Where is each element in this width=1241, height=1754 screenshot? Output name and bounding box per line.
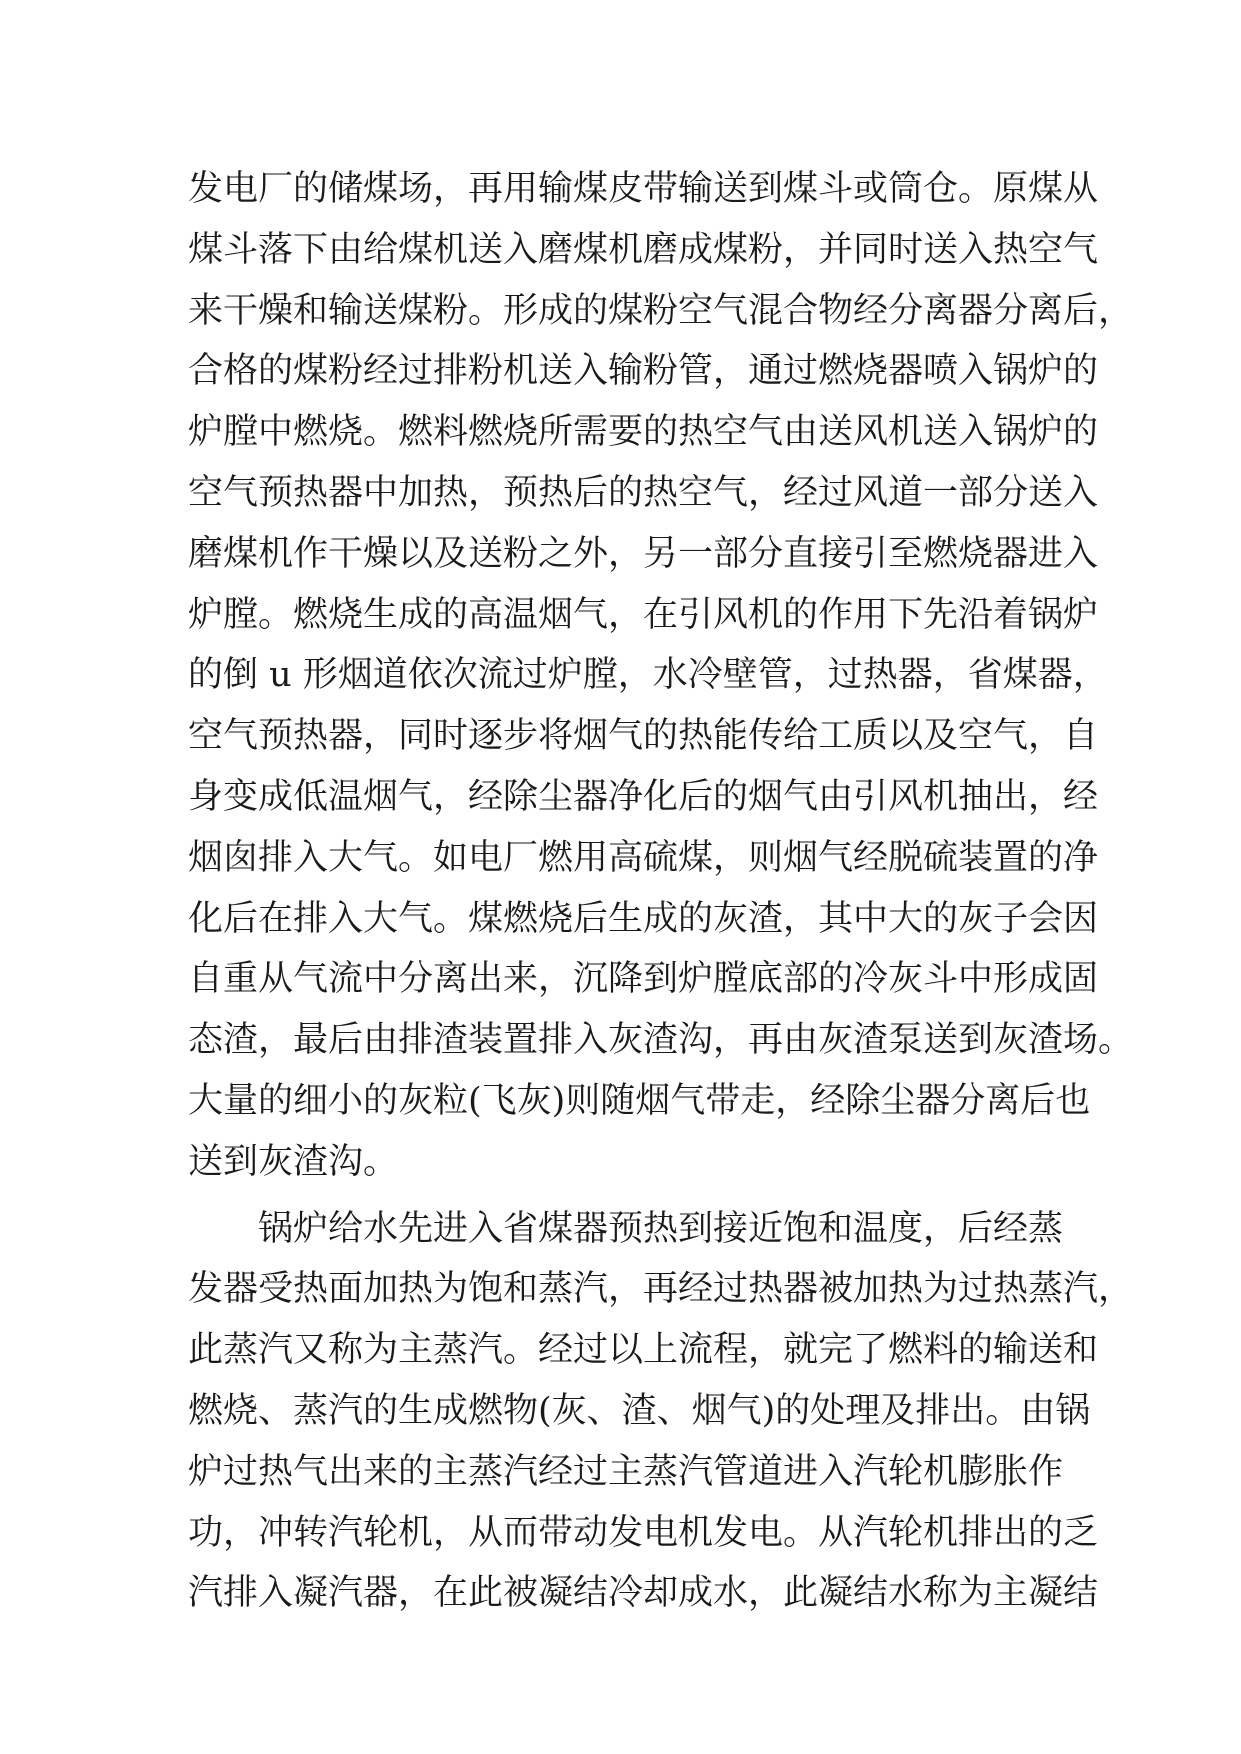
text-line: 烟囱排入大气。如电厂燃用高硫煤，则烟气经脱硫装置的净: [188, 837, 1099, 878]
text-line: 空气预热器中加热，预热后的热空气，经过风道一部分送入: [188, 472, 1099, 513]
text-line: 汽排入凝汽器，在此被凝结冷却成水，此凝结水称为主凝结: [188, 1573, 1099, 1614]
text-line: 锅炉给水先进入省煤器预热到接近饱和温度，后经蒸: [258, 1208, 1064, 1249]
paragraph-2: [188, 1199, 1134, 1625]
text-line: 送到灰渣沟。: [188, 1141, 399, 1182]
text-line: 煤斗落下由给煤机送入磨煤机磨成煤粉，并同时送入热空气: [188, 229, 1099, 270]
text-line: 炉过热气出来的主蒸汽经过主蒸汽管道进入汽轮机膨胀作: [188, 1451, 1064, 1492]
text-line: 发器受热面加热为饱和蒸汽，再经过热器被加热为过热蒸汽，: [188, 1269, 1134, 1310]
text-line: 燃烧、蒸汽的生成燃物(灰、渣、烟气)的处理及排出。由锅: [188, 1390, 1091, 1431]
text-line: 炉膛中燃烧。燃料燃烧所需要的热空气由送风机送入锅炉的: [188, 412, 1099, 453]
text-line: 此蒸汽又称为主蒸汽。经过以上流程，就完了燃料的输送和: [188, 1330, 1099, 1371]
text-line: 功，冲转汽轮机，从而带动发电机发电。从汽轮机排出的乏: [188, 1512, 1099, 1553]
text-line: 大量的细小的灰粒(飞灰)则随烟气带走，经除尘器分离后也: [188, 1080, 1091, 1121]
text-line: 的倒 u 形烟道依次流过炉膛，水冷壁管，过热器，省煤器，: [188, 655, 1108, 696]
text-line: 来干燥和输送煤粉。形成的煤粉空气混合物经分离器分离后，: [188, 290, 1134, 331]
text-line: 态渣，最后由排渣装置排入灰渣沟，再由灰渣泵送到灰渣场。: [188, 1020, 1134, 1061]
text-line: 发电厂的储煤场，再用输煤皮带输送到煤斗或筒仓。原煤从: [188, 169, 1099, 209]
text-line: 合格的煤粉经过排粉机送入输粉管，通过燃烧器喷入锅炉的: [188, 351, 1099, 392]
text-line: 化后在排入大气。煤燃烧后生成的灰渣，其中大的灰子会因: [188, 898, 1099, 939]
text-line: 炉膛。燃烧生成的高温烟气，在引风机的作用下先沿着锅炉: [188, 594, 1099, 635]
text-line: 身变成低温烟气，经除尘器净化后的烟气由引风机抽出，经: [188, 776, 1099, 817]
text-line: 磨煤机作干燥以及送粉之外，另一部分直接引至燃烧器进入: [188, 533, 1099, 574]
text-line: 空气预热器，同时逐步将烟气的热能传给工质以及空气，自: [188, 716, 1099, 757]
paragraph-1: [188, 159, 1134, 1193]
text-line: 自重从气流中分离出来，沉降到炉膛底部的冷灰斗中形成固: [188, 959, 1099, 1000]
body-text: [188, 159, 1134, 1624]
